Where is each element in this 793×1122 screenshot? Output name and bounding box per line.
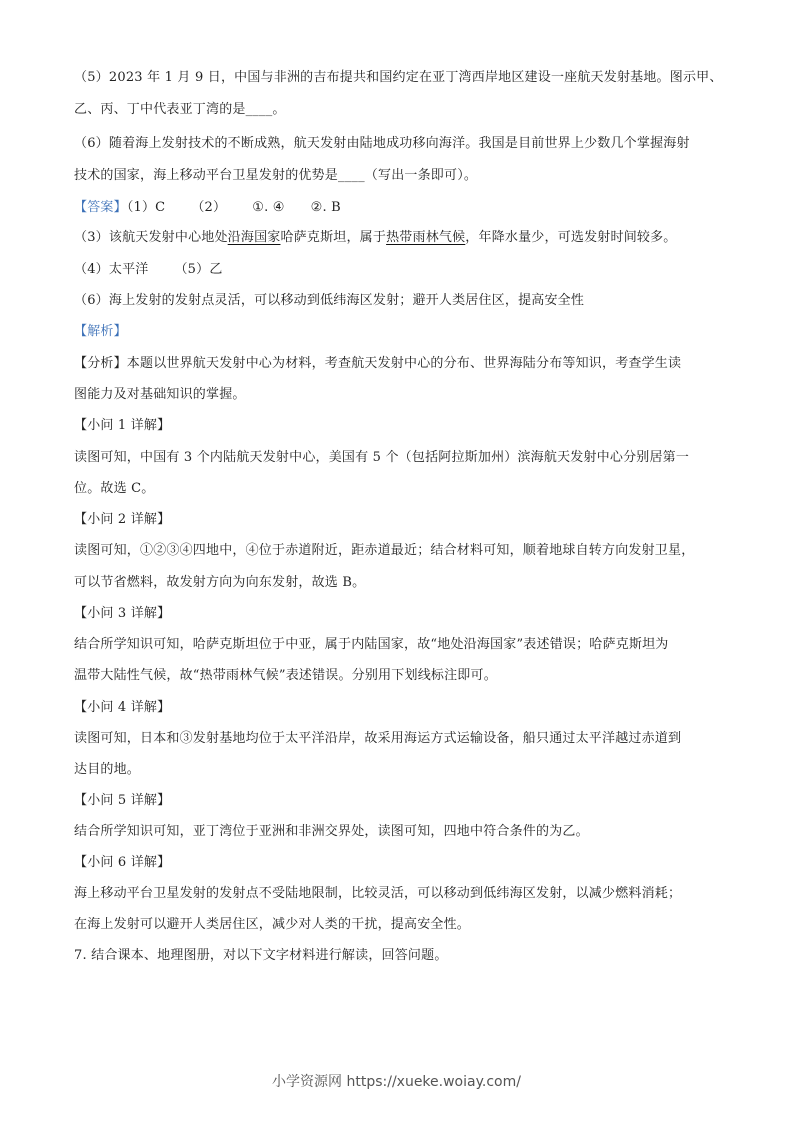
- answer-line-3: [74, 230, 677, 246]
- sub-question-3-line-1: 结合所学知识可知，哈萨克斯坦位于中亚，属于内陆国家，故“地处沿海国家”表述错误；哈萨克斯坦为: [74, 637, 669, 652]
- sub-question-1-heading: 【小问 1 详解】: [74, 418, 171, 433]
- footer-watermark: 小学资源网 https://xueke.woiay.com/: [272, 1074, 521, 1090]
- sub-question-3-heading: 【小问 3 详解】: [74, 606, 171, 621]
- analysis-summary-line-2: 图能力及对基础知识的掌握。: [74, 387, 246, 402]
- sub-question-5-line-1: 结合所学知识可知，亚丁湾位于亚洲和非洲交界处，读图可知，四地中符合条件的为乙。: [74, 824, 589, 839]
- answer-2-part-1: ①. ④: [252, 200, 285, 215]
- answer-3-underlined-coastal-country: 沿海国家: [227, 230, 281, 245]
- sub-question-1-line-2: 位。故选 C。: [74, 481, 155, 496]
- answer-3-suffix: ，年降水量少，可选发射时间较多。: [465, 230, 677, 245]
- sub-question-2-line-2: 可以节省燃料，故发射方向为向东发射，故选 B。: [74, 575, 366, 590]
- answer-5: （5）乙: [174, 262, 223, 277]
- answer-3-prefix: （3）该航天发射中心地处: [74, 230, 228, 245]
- answer-line-6: （6）海上发射的发射点灵活，可以移动到低纬海区发射；避开人类居住区，提高安全性: [74, 293, 585, 308]
- sub-question-4-line-2: 达目的地。: [74, 762, 141, 777]
- answer-3-mid: 哈萨克斯坦，属于: [280, 230, 387, 245]
- answer-2-label: （2）: [191, 200, 227, 215]
- answer-line-4-5: [74, 262, 223, 278]
- sub-question-2-heading: 【小问 2 详解】: [74, 512, 171, 527]
- answer-tag: 【答案】: [74, 200, 127, 215]
- answer-3-underlined-climate: 热带雨林气候: [386, 230, 466, 245]
- answer-line-1: [74, 200, 341, 216]
- answer-4: （4）太平洋: [74, 262, 149, 277]
- sub-question-6-heading: 【小问 6 详解】: [74, 855, 171, 870]
- answer-2-part-2: ②. B: [310, 200, 341, 215]
- question-6-line-1: （6）随着海上发射技术的不断成熟，航天发射由陆地成功移向海洋。我国是目前世界上少数几个掌握海射: [74, 136, 690, 151]
- sub-question-6-line-1: 海上移动平台卫星发射的发射点不受陆地限制，比较灵活，可以移动到低纬海区发射，以减少燃料消耗；: [74, 886, 682, 901]
- question-5-line-2: 乙、丙、丁中代表亚丁湾的是____。: [74, 102, 286, 117]
- question-6-line-2: 技术的国家，海上移动平台卫星发射的优势是____（写出一条即可）。: [74, 168, 478, 183]
- question-7-line-1: 7. 结合课本、地理图册，对以下文字材料进行解读，回答问题。: [74, 948, 448, 963]
- sub-question-4-heading: 【小问 4 详解】: [74, 700, 171, 715]
- answer-1: （1）C: [126, 200, 166, 215]
- sub-question-3-line-2: 温带大陆性气候，故“热带雨林气候”表述错误。分别用下划线标注即可。: [74, 668, 497, 683]
- analysis-tag: 【解析】: [74, 324, 127, 339]
- sub-question-4-line-1: 读图可知，日本和③发射基地均位于太平洋沿岸，故采用海运方式运输设备，船只通过太平洋越过赤道到: [74, 731, 682, 746]
- analysis-summary-line-1: 【分析】本题以世界航天发射中心为材料，考查航天发射中心的分布、世界海陆分布等知识，考查学生读: [74, 356, 682, 371]
- sub-question-1-line-1: 读图可知，中国有 3 个内陆航天发射中心，美国有 5 个（包括阿拉斯加州）滨海航天发射中心分别居第一: [74, 450, 690, 465]
- question-5-line-1: （5）2023 年 1 月 9 日，中国与非洲的吉布提共和国约定在亚丁湾西岸地区建设一座航天发射基地。图示甲、: [74, 70, 723, 85]
- sub-question-2-line-1: 读图可知，①②③④四地中，④位于赤道附近，距赤道最近；结合材料可知，顺着地球自转方向发射卫星，: [74, 543, 695, 558]
- sub-question-5-heading: 【小问 5 详解】: [74, 793, 171, 808]
- sub-question-6-line-2: 在海上发射可以避开人类居住区，减少对人类的干扰，提高安全性。: [74, 917, 471, 932]
